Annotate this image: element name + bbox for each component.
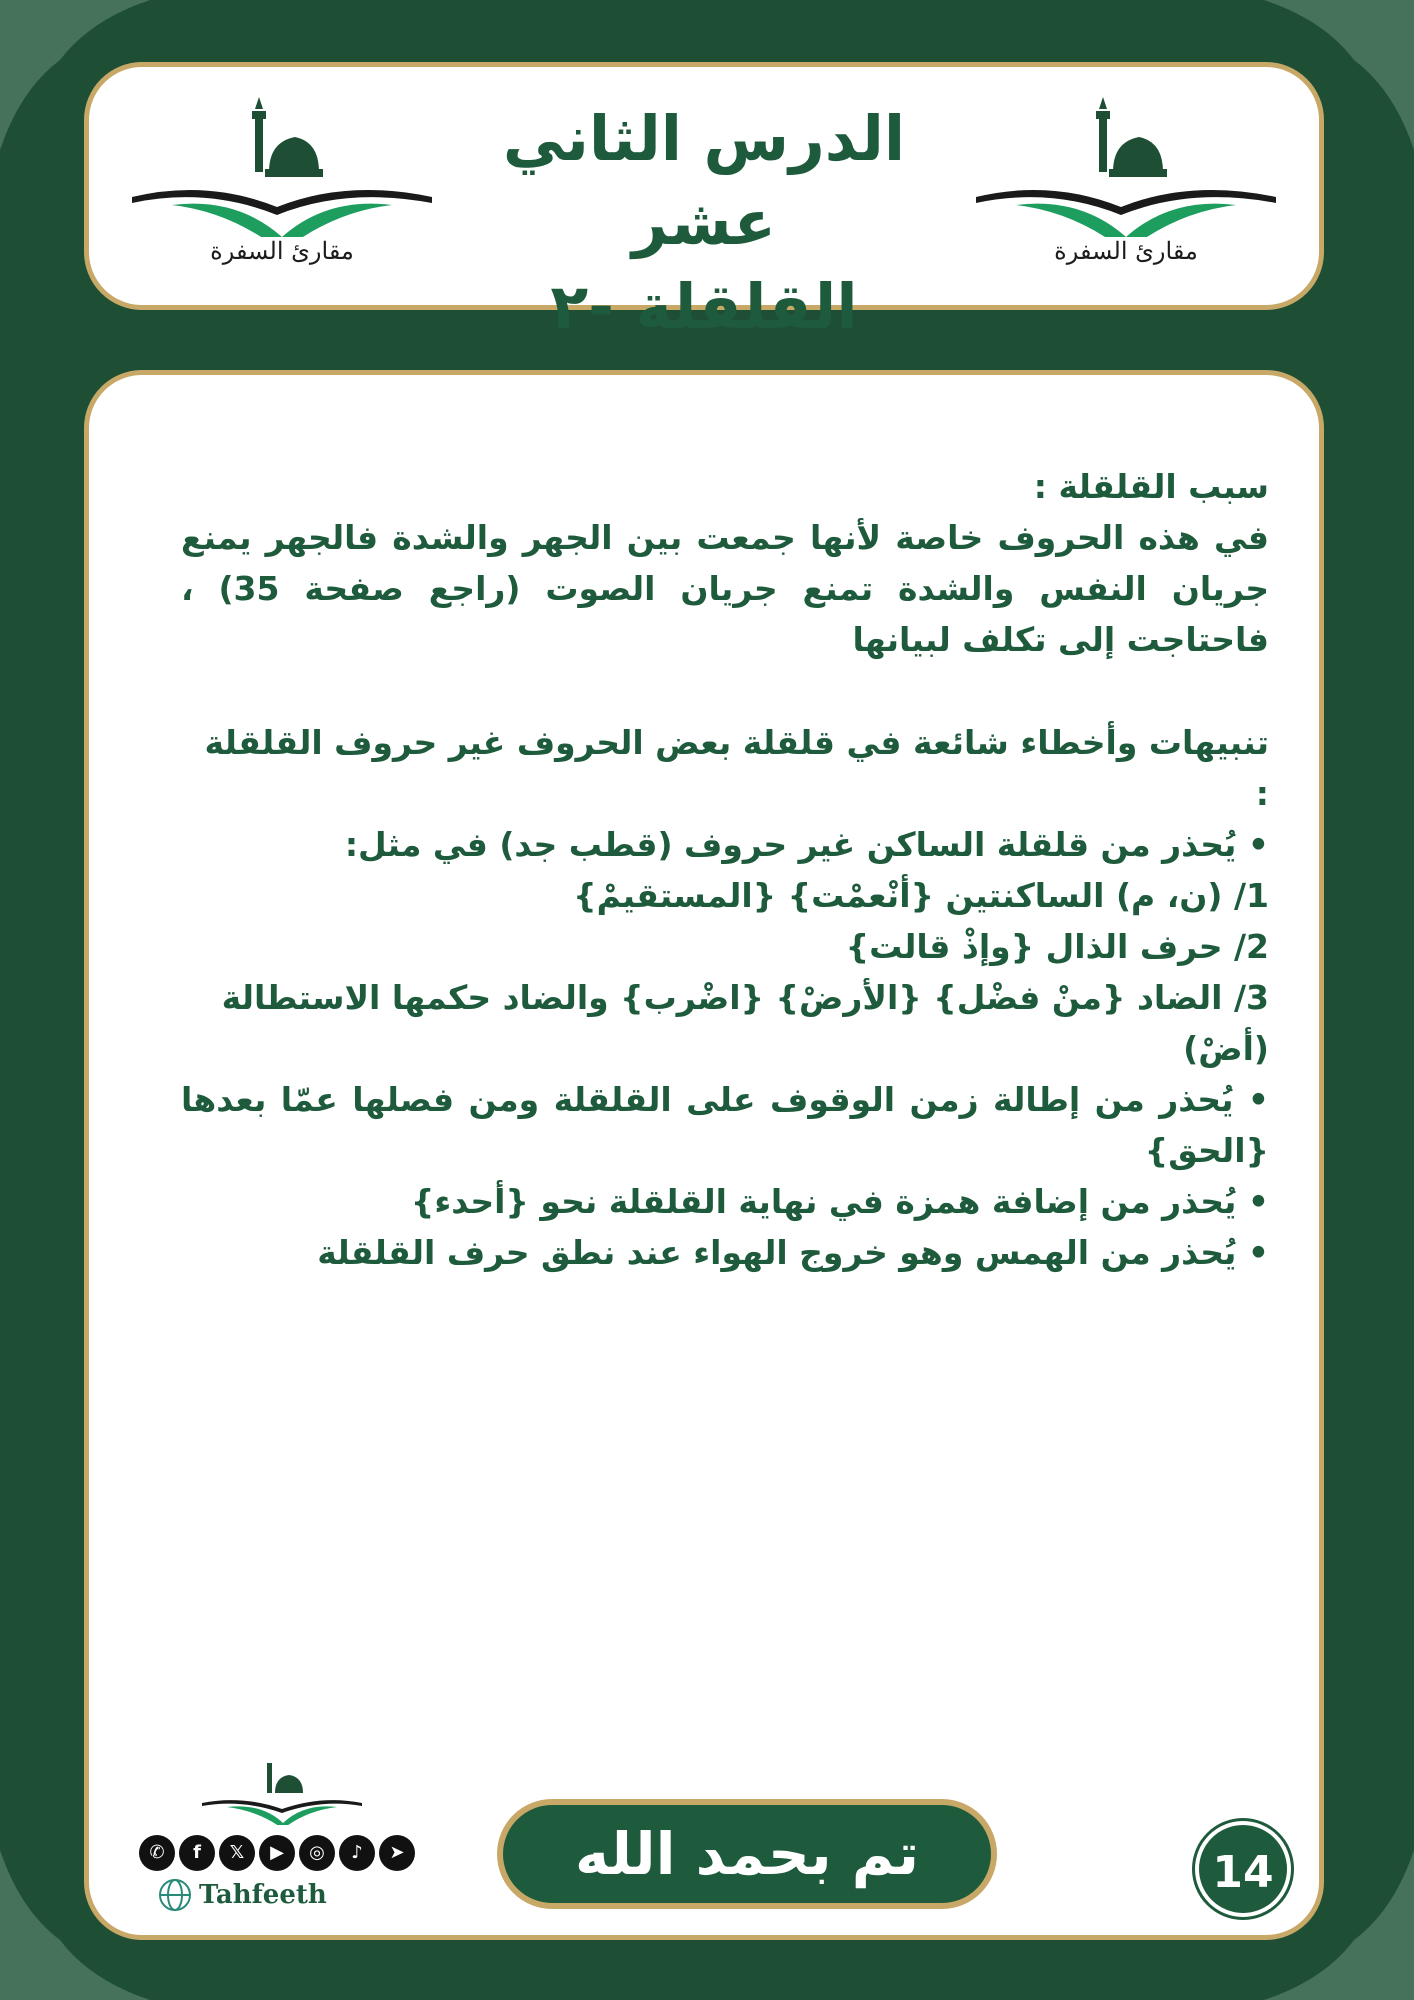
content-card [84, 370, 1324, 1940]
logo-caption: مقارئ السفرة [1054, 237, 1198, 265]
list-item: 1/ (ن، م) الساكنتين {أنْعمْت} {المستقيمْ} [573, 876, 1269, 915]
section-heading: سبب القلقلة : [1033, 467, 1269, 506]
list-item: • يُحذر من الهمس وهو خروج الهواء عند نطق حرف القلقلة [317, 1233, 1269, 1272]
facebook-icon[interactable]: f [179, 1835, 215, 1871]
lesson-subtitle: القلقلة -٢ [550, 270, 858, 343]
youtube-icon[interactable]: ▶ [259, 1835, 295, 1871]
book-mosque-logo-icon [971, 87, 1281, 237]
logo-right [971, 87, 1281, 277]
spacer [181, 665, 1269, 717]
header-card [84, 62, 1324, 343]
closing-banner: تم بحمد الله [497, 1799, 997, 1909]
logo-left [127, 87, 437, 277]
list-item: • يُحذر من قلقلة الساكن غير حروف (قطب جد) في مثل: [344, 825, 1269, 864]
tiktok-icon[interactable]: ♪ [339, 1835, 375, 1871]
section-heading: تنبيهات وأخطاء شائعة في قلقلة بعض الحروف غير حروف القلقلة : [204, 723, 1269, 813]
paragraph: في هذه الحروف خاصة لأنها جمعت بين الجهر والشدة فالجهر يمنع جريان النفس والشدة تمنع جريان الصوت (راجع صفحة 35) ، فاحتاجت إلى تكلف لبيانها [181, 518, 1270, 659]
list-item: 2/ حرف الذال {وإذْ قالت} [845, 927, 1269, 966]
lesson-title: الدرس الثاني عشر [502, 102, 906, 259]
page-title [449, 97, 959, 349]
list-item: • يُحذر من إطالة زمن الوقوف على القلقلة ومن فصلها عمّا بعدها {الحق} [181, 1080, 1269, 1170]
list-item: 3/ الضاد {منْ فضْل} {الأرضْ} {اضْرب} والضاد حكمها الاستطالة (أضْ) [221, 978, 1269, 1068]
x-icon[interactable]: 𝕏 [219, 1835, 255, 1871]
instagram-icon[interactable]: ◎ [299, 1835, 335, 1871]
logo-caption: مقارئ السفرة [210, 237, 354, 265]
brand-name: Tahfeeth [199, 1880, 327, 1910]
list-item: • يُحذر من إضافة همزة في نهاية القلقلة نحو {أحدء} [410, 1182, 1269, 1221]
book-mosque-logo-icon [197, 1755, 367, 1825]
website-link[interactable] [157, 1877, 327, 1913]
globe-icon [157, 1877, 193, 1913]
brand-block [139, 1755, 439, 1915]
telegram-icon[interactable]: ➤ [379, 1835, 415, 1871]
whatsapp-icon[interactable]: ✆ [139, 1835, 175, 1871]
page-number: 14 [1195, 1821, 1291, 1917]
book-mosque-logo-icon [127, 87, 437, 237]
lesson-body [181, 461, 1269, 1278]
social-links [139, 1835, 415, 1871]
